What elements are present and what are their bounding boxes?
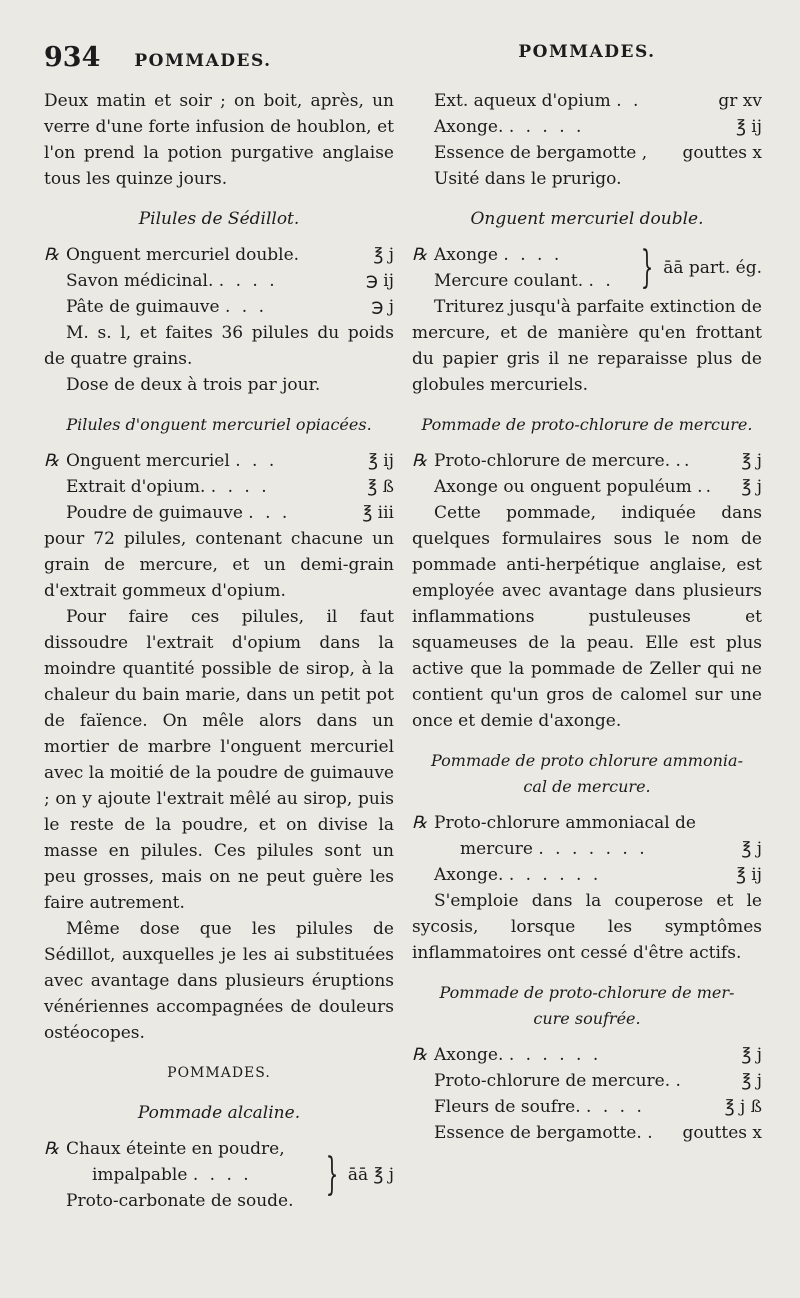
paragraph: M. s. l, et faites 36 pilules du poids de quatre grains.: [44, 323, 394, 369]
section-title: Pilules d'onguent mercuriel opiacées.: [66, 415, 372, 434]
section-title: Pommade de proto-chlorure de mercure.: [421, 415, 753, 434]
ingredient-group: ℞ Axonge . . . . Mercure coulant. . . } āā part. ég.: [412, 242, 762, 293]
ingredient-line: ℞ Onguent mercuriel . . . ℥ ij: [44, 448, 394, 474]
page-header: [44, 42, 394, 88]
page-number: 934: [44, 42, 101, 73]
section-title: Onguent mercuriel double.: [470, 209, 704, 229]
recipe-icon: ℞: [44, 451, 60, 471]
paragraph: Même dose que les pilules de Sédillot, auxquelles je les ai substituées avec avantage dans plusieurs éruptions vénériennes accompagnées de douleurs ostéocopes.: [44, 919, 394, 1043]
right-column: [412, 42, 762, 1146]
ingredient-line: Essence de bergamotte , gouttes x: [434, 143, 762, 163]
paragraph: Deux matin et soir ; on boit, après, un verre d'une forte infusion de houblon, et l'on prend la potion purgative anglaise tous les quinze jours.: [44, 91, 394, 189]
page-header: [412, 42, 762, 88]
paragraph: pour 72 pilules, contenant chacune un grain de mercure, et un demi-grain d'extrait gommeux d'opium.: [44, 529, 394, 601]
left-column: [44, 42, 394, 1214]
ingredient-line: Fleurs de soufre. . . . . ℥ j ß: [434, 1097, 762, 1117]
brace-icon: }: [640, 242, 654, 293]
recipe-icon: ℞: [44, 245, 60, 265]
ingredient-line: Poudre de guimauve . . . ℥ iii: [66, 503, 394, 523]
ingredient-line: Pâte de guimauve . . . ℈ j: [66, 297, 394, 317]
section-heading: POMMADES.: [167, 1065, 271, 1081]
recipe-icon: ℞: [412, 813, 428, 833]
recipe-icon: ℞: [44, 1139, 60, 1159]
ingredient-line: ℞ Proto-chlorure ammoniacal de: [412, 810, 762, 836]
ingredient-line: Extrait d'opium. . . . . ℥ ß: [66, 477, 394, 497]
running-title: POMMADES.: [518, 42, 656, 62]
paragraph: Triturez jusqu'à parfaite extinction de mercure, et de manière qu'en frottant du papier gris il ne reparaisse plus de globules mercuriels.: [412, 297, 762, 395]
section-title: Pilules de Sédillot.: [138, 209, 300, 229]
brace-icon: }: [325, 1149, 339, 1200]
recipe-icon: ℞: [412, 451, 428, 471]
paragraph: Dose de deux à trois par jour.: [66, 375, 321, 395]
paragraph: Pour faire ces pilules, il faut dissoudre l'extrait d'opium dans la moindre quantité possible de sirop, à la chaleur du bain marie, dans un petit pot de faïence. On mêle alors dans un mortier de marbre l'onguent mercuriel avec la moitié de la poudre de guimauve ; on y ajoute l'extrait mêlé au sirop, puis le reste de la poudre, et on divise la masse en pilules. Ces pilules sont un peu grosses, mais on ne peut guère les faire autrement.: [44, 607, 394, 913]
running-title: POMMADES.: [134, 51, 272, 71]
recipe-icon: ℞: [412, 1045, 428, 1065]
ingredient-line: Axonge ou onguent populéum .. ℥ j: [434, 477, 762, 497]
ingredient-line: mercure . . . . . . . ℥ j: [460, 839, 762, 859]
ingredient-line: Savon médicinal. . . . . ℈ ij: [66, 271, 394, 291]
paragraph: Cette pommade, indiquée dans quelques formulaires sous le nom de pommade anti-herpétique anglaise, est employée avec avantage dans plusieurs inflammations pustuleuses et squameuses de la peau. Elle est plus active que la pommade de Zeller qui ne contient qu'un gros de calomel sur une once et demie d'axonge.: [412, 503, 762, 731]
ingredient-group: ℞ Chaux éteinte en poudre, impalpable . . . . Proto-carbonate de soude. } āā ℥ j: [44, 1136, 394, 1214]
ingredient-line: Essence de bergamotte. . gouttes x: [434, 1123, 762, 1143]
ingredient-line: Proto-chlorure de mercure. . ℥ j: [434, 1071, 762, 1091]
ingredient-line: ℞ Onguent mercuriel double. ℥ j: [44, 242, 394, 268]
section-title: Pommade de proto-chlorure de mer- cure soufrée.: [439, 983, 735, 1028]
ingredient-line: Ext. aqueux d'opium . . gr xv: [434, 91, 762, 111]
ingredient-line: Axonge. . . . . . ℥ ij: [434, 117, 762, 137]
paragraph: Usité dans le prurigo.: [434, 169, 622, 189]
section-title: Pommade alcaline.: [137, 1103, 301, 1123]
ingredient-line: ℞ Axonge. . . . . . . ℥ j: [412, 1042, 762, 1068]
section-title: Pommade de proto chlorure ammonia- cal de mercure.: [431, 751, 743, 796]
ingredient-line: Axonge. . . . . . . ℥ ij: [434, 865, 762, 885]
recipe-icon: ℞: [412, 245, 428, 265]
ingredient-line: ℞ Proto-chlorure de mercure. .. ℥ j: [412, 448, 762, 474]
paragraph: S'emploie dans la couperose et le sycosis, lorsque les symptômes inflammatoires ont cessé d'être actifs.: [412, 891, 762, 963]
